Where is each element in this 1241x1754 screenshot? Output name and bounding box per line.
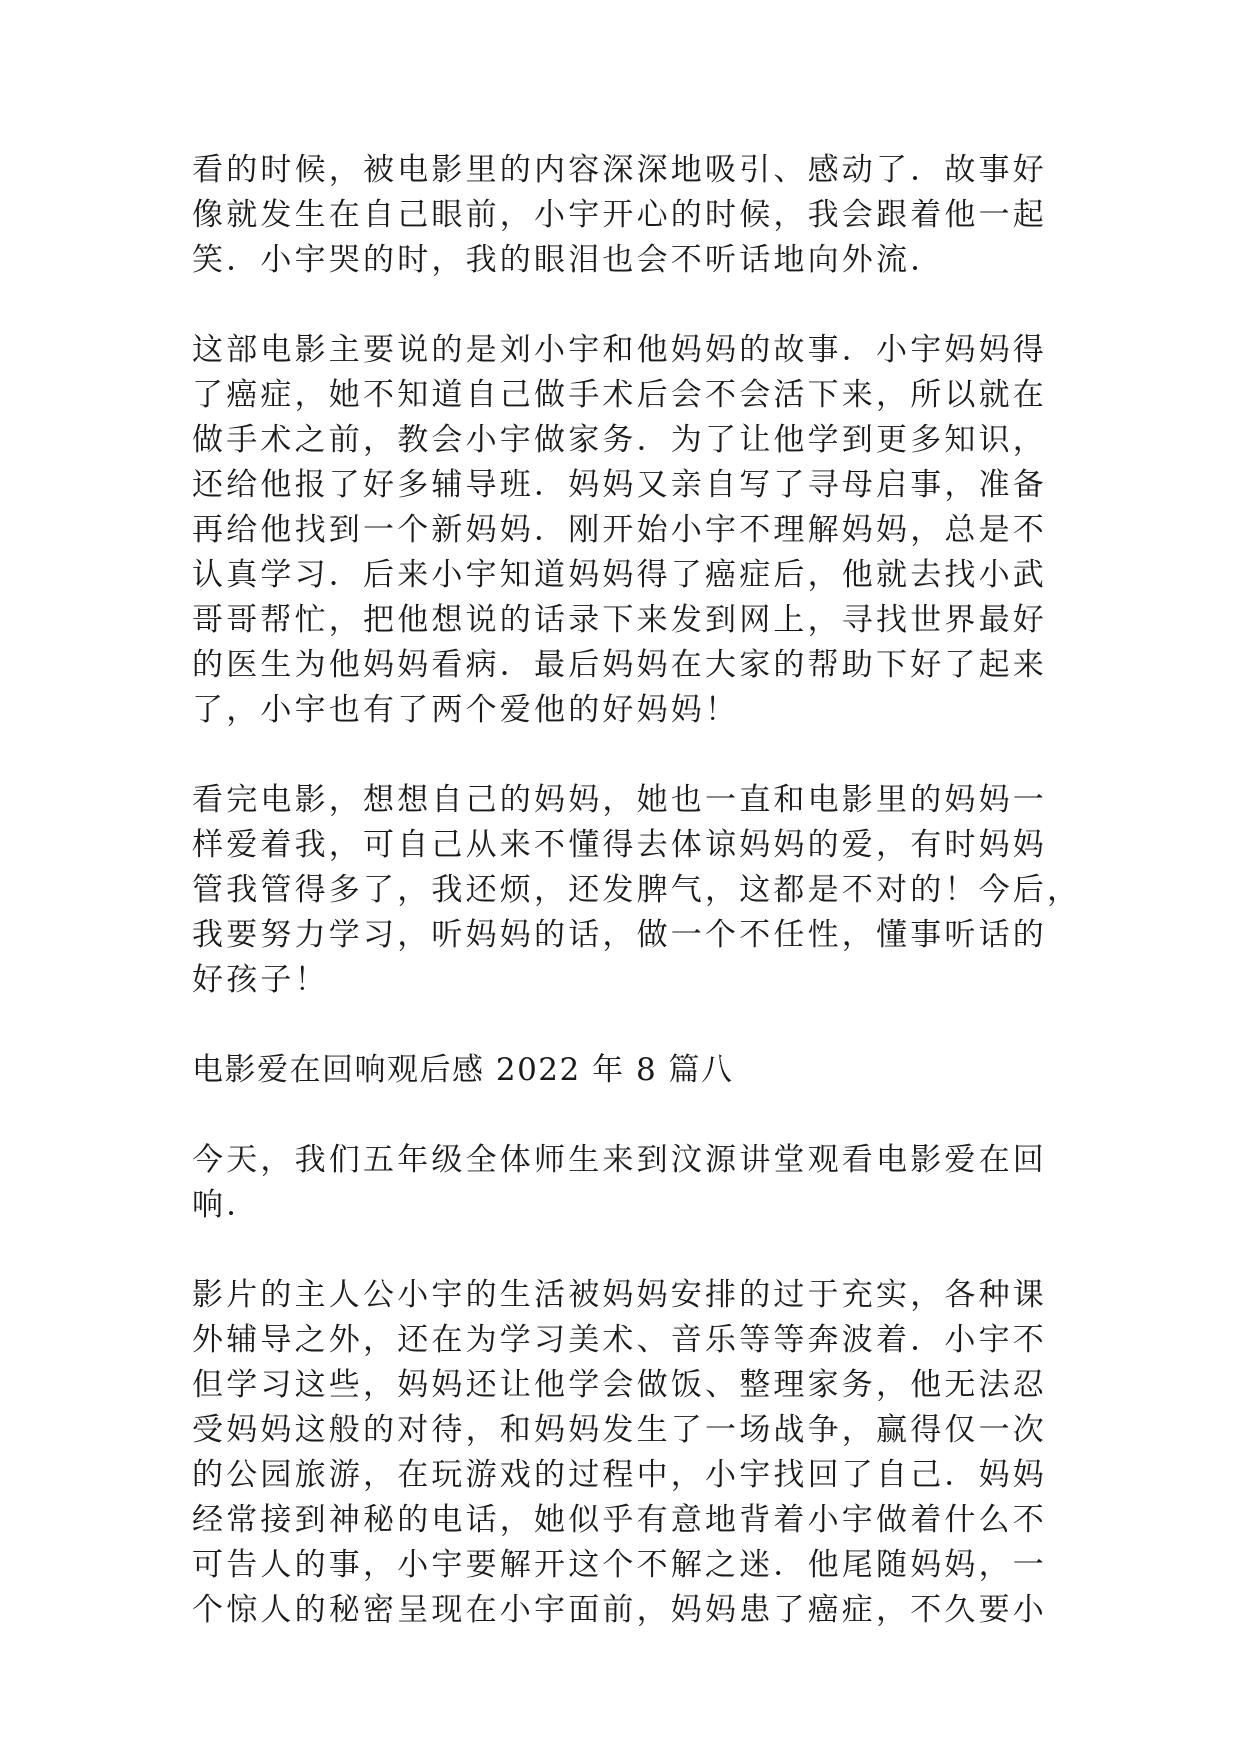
paragraph-2	[192, 328, 1047, 733]
text-line: 的医生为他妈妈看病．最后妈妈在大家的帮助下好了起来	[192, 647, 1047, 683]
document-body	[192, 148, 1082, 1678]
text-line: 还给他报了好多辅导班．妈妈又亲自写了寻母启事，准备	[192, 467, 1047, 503]
text-line: 这部电影主要说的是刘小宇和他妈妈的故事．小宇妈妈得	[192, 332, 1047, 368]
paragraph-4	[192, 1138, 1047, 1228]
paragraph-1	[192, 148, 1047, 283]
text-line: 我要努力学习，听妈妈的话，做一个不任性，懂事听话的	[192, 917, 1047, 953]
text-line: 了，小宇也有了两个爱他的好妈妈！	[192, 692, 740, 728]
text-line: 管我管得多了，我还烦，还发脾气，这都是不对的！今后，	[192, 872, 1082, 908]
text-line: 可告人的事，小宇要解开这个不解之迷．他尾随妈妈，一	[192, 1547, 1047, 1583]
text-line: 好孩子！	[192, 962, 329, 998]
text-line: 的公园旅游，在玩游戏的过程中，小宇找回了自己．妈妈	[192, 1457, 1047, 1493]
text-line: 样爱着我，可自己从来不懂得去体谅妈妈的爱，有时妈妈	[192, 827, 1047, 863]
text-line: 外辅导之外，还在为学习美术、音乐等等奔波着．小宇不	[192, 1322, 1047, 1358]
text-line: 影片的主人公小宇的生活被妈妈安排的过于充实，各种课	[192, 1277, 1047, 1313]
text-line: 认真学习．后来小宇知道妈妈得了癌症后，他就去找小武	[192, 557, 1047, 593]
text-line: 再给他找到一个新妈妈．刚开始小宇不理解妈妈，总是不	[192, 512, 1047, 548]
heading-text: 电影爱在回响观后感 2022 年 8 篇八	[192, 1052, 734, 1088]
text-line: 哥哥帮忙，把他想说的话录下来发到网上，寻找世界最好	[192, 602, 1047, 638]
text-line: 看的时候，被电影里的内容深深地吸引、感动了．故事好	[192, 152, 1047, 188]
text-line: 做手术之前，教会小宇做家务．为了让他学到更多知识，	[192, 422, 1047, 458]
text-line: 经常接到神秘的电话，她似乎有意地背着小宇做着什么不	[192, 1502, 1047, 1538]
text-line: 笑．小宇哭的时，我的眼泪也会不听话地向外流．	[192, 242, 945, 278]
text-line: 受妈妈这般的对待，和妈妈发生了一场战争，赢得仅一次	[192, 1412, 1047, 1448]
text-line: 今天，我们五年级全体师生来到汶源讲堂观看电影爱在回	[192, 1142, 1047, 1178]
text-line: 个惊人的秘密呈现在小宇面前，妈妈患了癌症，不久要小	[192, 1592, 1047, 1628]
text-line: 像就发生在自己眼前，小宇开心的时候，我会跟着他一起	[192, 197, 1047, 233]
paragraph-3	[192, 778, 1082, 1003]
section-heading	[192, 1048, 1032, 1093]
paragraph-5	[192, 1273, 1047, 1633]
text-line: 但学习这些，妈妈还让他学会做饭、整理家务，他无法忍	[192, 1367, 1047, 1403]
text-line: 看完电影，想想自己的妈妈，她也一直和电影里的妈妈一	[192, 782, 1047, 818]
text-line: 响．	[192, 1187, 261, 1223]
text-line: 了癌症，她不知道自己做手术后会不会活下来，所以就在	[192, 377, 1047, 413]
